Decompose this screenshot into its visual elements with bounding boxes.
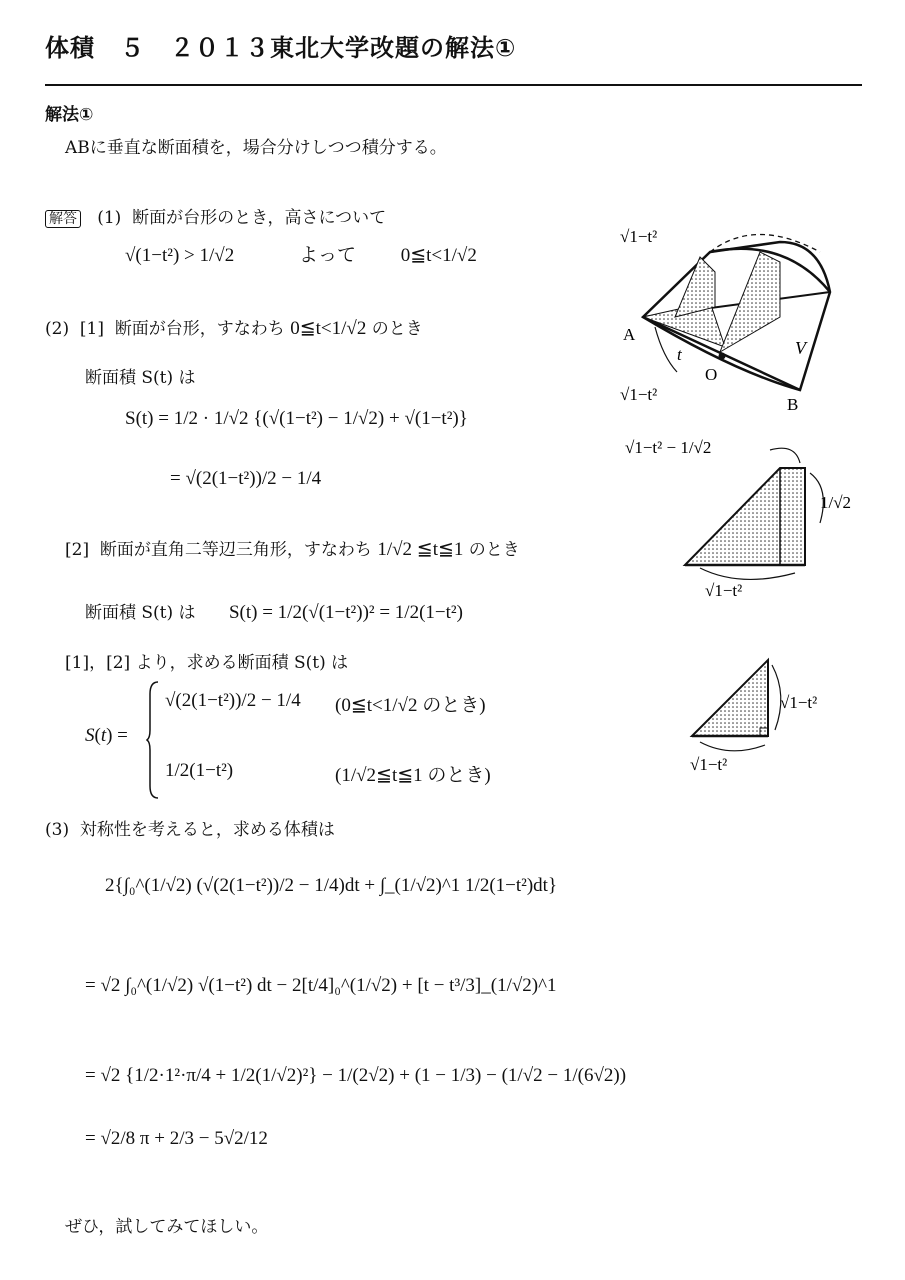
- page-title: 体積 ５ ２０１３東北大学改題の解法①: [45, 34, 517, 62]
- answer-badge: 解答: [45, 210, 81, 228]
- fig1-label-A: A: [623, 325, 636, 344]
- part1-inequality: [125, 240, 477, 267]
- part2-label: (2): [45, 319, 70, 339]
- fig3-label-bottom: √1−t²: [690, 755, 728, 774]
- method-heading: 解法①: [45, 105, 94, 125]
- fig1-label-sqrt-bottom: √1−t²: [620, 385, 658, 404]
- case2-label: [2]: [65, 540, 90, 560]
- case2-area-row: [85, 598, 463, 624]
- case2-eq: S(t) = 1/2(√(1−t²))² = 1/2(1−t²): [228, 602, 463, 623]
- triangle-figure: [680, 650, 860, 780]
- volume-line3: = √2 {1/2·1²·π/4 + 1/2(1/√2)²} − 1/(2√2) + (1 − 1/3) − (1/√2 − 1/(6√2)): [85, 1065, 627, 1086]
- solid-figure: [615, 222, 875, 417]
- title-divider: [45, 84, 862, 86]
- fig1-label-sqrt-top: √1−t²: [620, 227, 658, 246]
- yotte-text: よって: [298, 245, 356, 266]
- case2-range: 1/√2 ≦t≦1: [377, 539, 464, 560]
- volume-line2: = √2 ∫₀^(1/√2) √(1−t²) dt − 2[t/4]₀^(1/√2) + [t − t³/3]_(1/√2)^1: [85, 975, 557, 996]
- piece1: √(2(1−t²))/2 − 1/4: [165, 690, 301, 711]
- ineq-left: √(1−t²): [125, 245, 180, 266]
- fig1-label-B: B: [787, 395, 799, 414]
- trapezoid-figure: [620, 428, 860, 608]
- ineq-gt: >: [184, 245, 195, 266]
- summary-text: [1]，[2] より，求める断面積 S(t) は: [65, 653, 349, 673]
- part1-line: [45, 203, 386, 228]
- fig2-label-bottom: √1−t²: [705, 581, 743, 600]
- volume-line4: = √2/8 π + 2/3 − 5√2/12: [85, 1128, 268, 1149]
- closing-text: ぜひ，試してみてほしい。: [65, 1217, 269, 1237]
- fig1-label-O: O: [705, 365, 718, 384]
- case1-area-label: 断面積 S(t) は: [85, 368, 196, 388]
- case2-area-label: 断面積 S(t) は: [85, 603, 196, 623]
- part1-text: 断面が台形のとき，高さについて: [132, 208, 387, 228]
- piecewise-lhs: S(t) =: [85, 725, 128, 746]
- case1-tail: のとき: [371, 319, 423, 339]
- part1-result: 0≦t<1/√2: [400, 245, 477, 266]
- fig1-label-t: t: [677, 345, 682, 364]
- case1-range: 0≦t<1/√2: [290, 318, 367, 339]
- part3-line: [45, 815, 335, 840]
- piece2-cond: (1/√2≦t≦1 のとき): [335, 765, 491, 786]
- fig2-label-right: 1/√2: [820, 493, 852, 512]
- piece1-cond: (0≦t<1/√2 のとき): [335, 695, 486, 716]
- case2-tail: のとき: [468, 540, 520, 560]
- case1-eq1: S(t) = 1/2 · 1/√2 {(√(1−t²) − 1/√2) + √(1−t²)}: [125, 408, 468, 429]
- part3-label: (3): [45, 820, 70, 840]
- part2-case1-line: [45, 314, 423, 340]
- case1-text: 断面が台形，すなわち: [114, 319, 285, 339]
- case1-label: [1]: [79, 319, 104, 339]
- fig1-label-V: V: [795, 338, 806, 358]
- fig3-label-right: √1−t²: [780, 693, 818, 712]
- part1-label: (1): [97, 208, 122, 228]
- fig2-label-top: √1−t² − 1/√2: [625, 438, 712, 457]
- case1-eq2: = √(2(1−t²))/2 − 1/4: [170, 468, 322, 489]
- ineq-right: 1/√2: [199, 245, 235, 266]
- volume-line1: 2{∫₀^(1/√2) (√(2(1−t²))/2 − 1/4)dt + ∫_(1/√2)^1 1/2(1−t²)dt}: [105, 875, 558, 896]
- part3-text: 対称性を考えると，求める体積は: [79, 820, 335, 840]
- case2-text: 断面が直角二等辺三角形，すなわち: [99, 540, 372, 560]
- part2-case2-line: [65, 535, 520, 561]
- piece2: 1/2(1−t²): [165, 760, 234, 781]
- piecewise-brace: [146, 680, 160, 800]
- intro-text: ABに垂直な断面積を，場合分けしつつ積分する。: [65, 138, 447, 158]
